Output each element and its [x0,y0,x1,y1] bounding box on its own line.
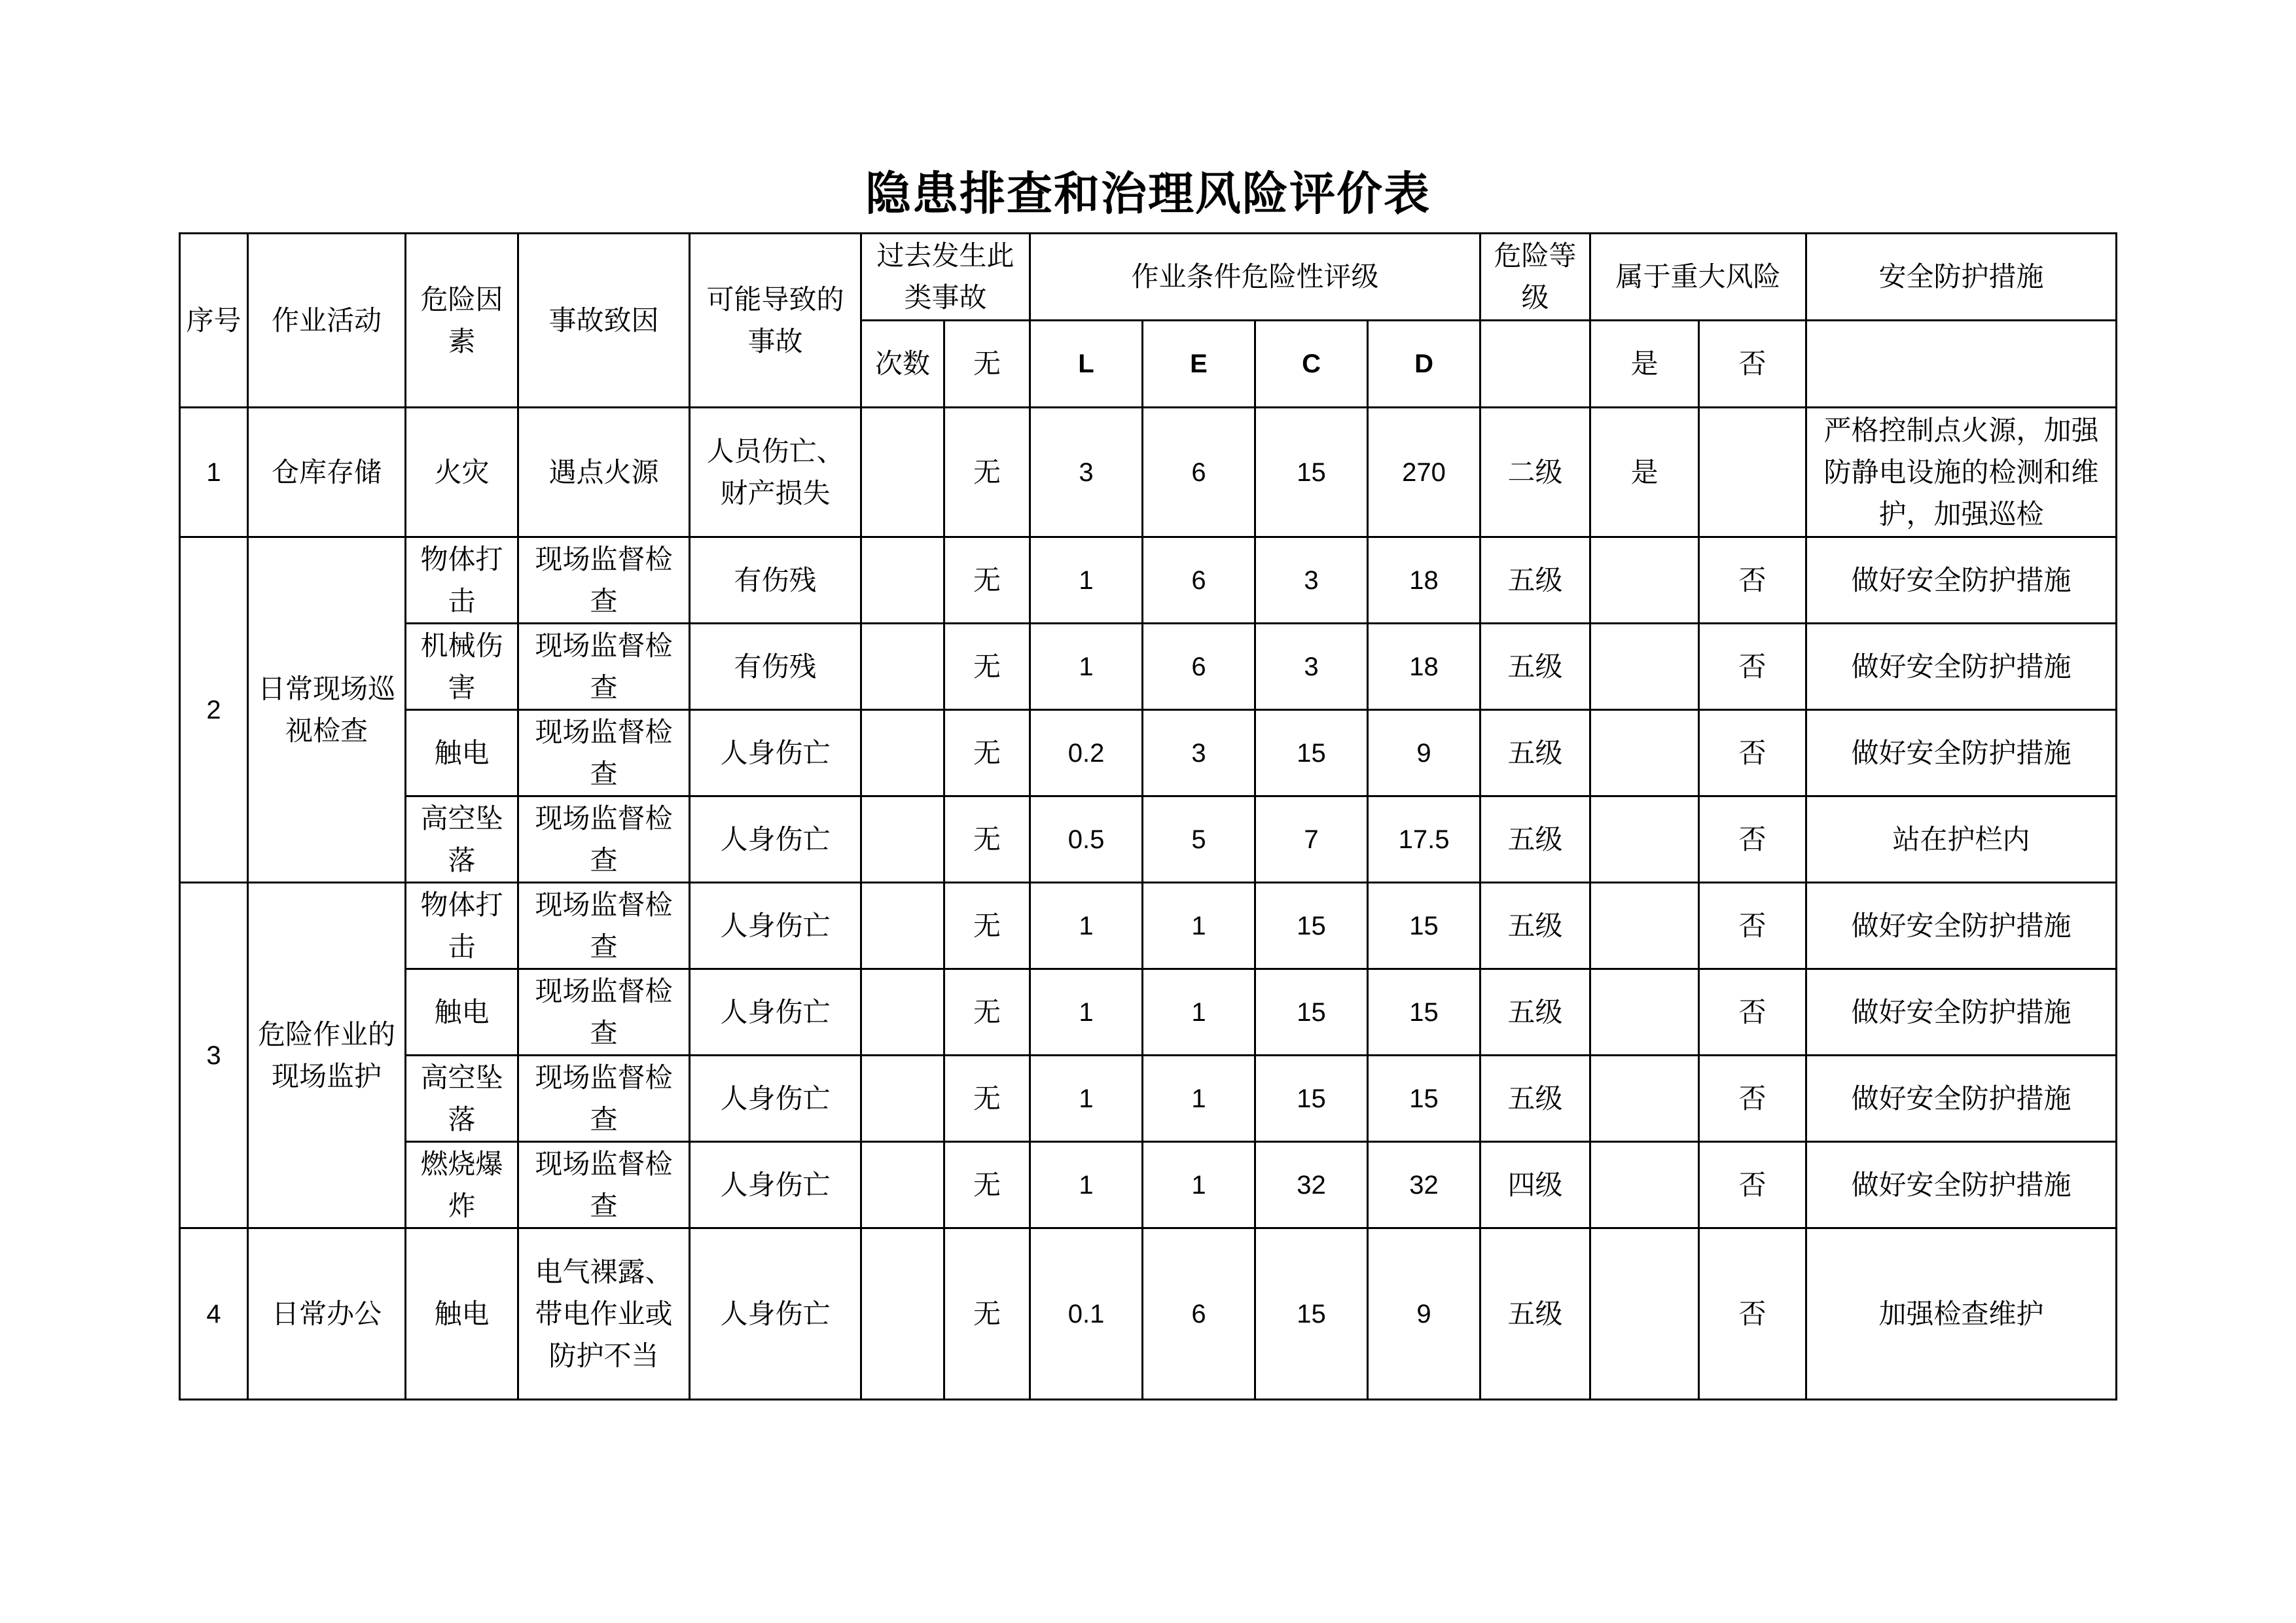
l-cell: 3 [1030,408,1143,537]
header-row-1 [180,234,2117,321]
none-cell: 无 [944,1056,1030,1142]
e-cell: 1 [1143,1142,1255,1228]
d-cell: 32 [1368,1142,1480,1228]
grade-cell: 五级 [1480,796,1590,883]
none-cell: 无 [944,537,1030,624]
major-no-cell: 否 [1699,1228,1806,1400]
measure-cell: 做好安全防护措施 [1806,883,2117,969]
count-cell [861,1142,944,1228]
major-no-cell: 否 [1699,537,1806,624]
cause-cell: 现场监督检查 [518,537,690,624]
accident-cell: 有伤残 [690,624,861,710]
e-cell: 1 [1143,1056,1255,1142]
none-cell: 无 [944,969,1030,1056]
activity-cell: 日常现场巡视检查 [248,537,406,883]
accident-cell: 人身伤亡 [690,1228,861,1400]
major-yes-cell [1590,883,1699,969]
none-cell: 无 [944,408,1030,537]
grade-cell: 五级 [1480,1228,1590,1400]
grade-cell: 五级 [1480,710,1590,796]
c-cell: 15 [1255,1056,1368,1142]
cause-cell: 现场监督检查 [518,624,690,710]
major-no-cell: 否 [1699,1056,1806,1142]
accident-cell: 人身伤亡 [690,796,861,883]
header-past-accident: 过去发生此类事故 [861,234,1030,321]
header-risk-grade: 危险等级 [1480,234,1590,321]
hazard-cell: 燃烧爆炸 [406,1142,518,1228]
hazard-cell: 触电 [406,1228,518,1400]
seq-cell: 1 [180,408,248,537]
e-cell: 6 [1143,1228,1255,1400]
cause-cell: 现场监督检查 [518,1142,690,1228]
header-activity: 作业活动 [248,234,406,408]
count-cell [861,537,944,624]
accident-cell: 人身伤亡 [690,710,861,796]
table-row [180,408,2117,537]
cause-cell: 电气裸露、带电作业或防护不当 [518,1228,690,1400]
measure-cell: 做好安全防护措施 [1806,1056,2117,1142]
header-measure-blank [1806,321,2117,408]
header-major-yes: 是 [1590,321,1699,408]
d-cell: 270 [1368,408,1480,537]
risk-evaluation-table [179,232,2117,1400]
none-cell: 无 [944,1142,1030,1228]
l-cell: 0.2 [1030,710,1143,796]
cause-cell: 现场监督检查 [518,710,690,796]
page-title: 隐患排查和治理风险评价表 [865,166,1431,221]
l-cell: 1 [1030,1056,1143,1142]
major-yes-cell [1590,710,1699,796]
major-yes-cell [1590,624,1699,710]
header-seq: 序号 [180,234,248,408]
c-cell: 3 [1255,537,1368,624]
l-cell: 1 [1030,883,1143,969]
header-e: E [1143,321,1255,408]
d-cell: 15 [1368,883,1480,969]
count-cell [861,710,944,796]
major-no-cell: 否 [1699,710,1806,796]
hazard-cell: 物体打击 [406,883,518,969]
count-cell [861,1228,944,1400]
major-yes-cell [1590,1056,1699,1142]
header-major-no: 否 [1699,321,1806,408]
major-no-cell: 否 [1699,883,1806,969]
d-cell: 18 [1368,624,1480,710]
hazard-cell: 触电 [406,969,518,1056]
header-lec-rating: 作业条件危险性评级 [1030,234,1480,321]
major-yes-cell [1590,537,1699,624]
header-l: L [1030,321,1143,408]
table-row [180,1056,2117,1142]
cause-cell: 现场监督检查 [518,796,690,883]
table-row [180,537,2117,624]
header-accident: 可能导致的事故 [690,234,861,408]
l-cell: 0.1 [1030,1228,1143,1400]
measure-cell: 做好安全防护措施 [1806,537,2117,624]
grade-cell: 五级 [1480,969,1590,1056]
cause-cell: 现场监督检查 [518,969,690,1056]
e-cell: 6 [1143,537,1255,624]
e-cell: 1 [1143,883,1255,969]
measure-cell: 严格控制点火源，加强防静电设施的检测和维护，加强巡检 [1806,408,2117,537]
seq-cell: 4 [180,1228,248,1400]
none-cell: 无 [944,624,1030,710]
major-no-cell: 否 [1699,1142,1806,1228]
grade-cell: 四级 [1480,1142,1590,1228]
major-no-cell: 否 [1699,796,1806,883]
cause-cell: 现场监督检查 [518,1056,690,1142]
l-cell: 1 [1030,969,1143,1056]
measure-cell: 加强检查维护 [1806,1228,2117,1400]
e-cell: 6 [1143,624,1255,710]
major-yes-cell: 是 [1590,408,1699,537]
count-cell [861,883,944,969]
accident-cell: 人身伤亡 [690,969,861,1056]
header-past-count: 次数 [861,321,944,408]
major-no-cell: 否 [1699,624,1806,710]
none-cell: 无 [944,883,1030,969]
header-c: C [1255,321,1368,408]
l-cell: 1 [1030,624,1143,710]
table-row [180,969,2117,1056]
e-cell: 6 [1143,408,1255,537]
activity-cell: 仓库存储 [248,408,406,537]
table-row [180,883,2117,969]
c-cell: 32 [1255,1142,1368,1228]
measure-cell: 做好安全防护措施 [1806,710,2117,796]
d-cell: 9 [1368,1228,1480,1400]
grade-cell: 五级 [1480,624,1590,710]
seq-cell: 2 [180,537,248,883]
accident-cell: 人身伤亡 [690,883,861,969]
cause-cell: 遇点火源 [518,408,690,537]
c-cell: 15 [1255,408,1368,537]
major-yes-cell [1590,1142,1699,1228]
count-cell [861,408,944,537]
major-yes-cell [1590,796,1699,883]
d-cell: 17.5 [1368,796,1480,883]
table-row [180,796,2117,883]
table-row [180,1142,2117,1228]
d-cell: 15 [1368,969,1480,1056]
c-cell: 7 [1255,796,1368,883]
hazard-cell: 火灾 [406,408,518,537]
hazard-cell: 高空坠落 [406,796,518,883]
accident-cell: 有伤残 [690,537,861,624]
d-cell: 18 [1368,537,1480,624]
header-cause: 事故致因 [518,234,690,408]
measure-cell: 站在护栏内 [1806,796,2117,883]
grade-cell: 五级 [1480,883,1590,969]
l-cell: 0.5 [1030,796,1143,883]
c-cell: 15 [1255,1228,1368,1400]
hazard-cell: 高空坠落 [406,1056,518,1142]
l-cell: 1 [1030,537,1143,624]
c-cell: 15 [1255,883,1368,969]
grade-cell: 五级 [1480,537,1590,624]
accident-cell: 人身伤亡 [690,1056,861,1142]
d-cell: 15 [1368,1056,1480,1142]
count-cell [861,796,944,883]
header-d: D [1368,321,1480,408]
accident-cell: 人身伤亡 [690,1142,861,1228]
major-yes-cell [1590,1228,1699,1400]
c-cell: 15 [1255,710,1368,796]
seq-cell: 3 [180,883,248,1228]
header-past-none: 无 [944,321,1030,408]
grade-cell: 二级 [1480,408,1590,537]
major-no-cell: 否 [1699,969,1806,1056]
c-cell: 3 [1255,624,1368,710]
none-cell: 无 [944,1228,1030,1400]
measure-cell: 做好安全防护措施 [1806,624,2117,710]
count-cell [861,624,944,710]
count-cell [861,969,944,1056]
hazard-cell: 机械伤害 [406,624,518,710]
table-row [180,710,2117,796]
activity-cell: 日常办公 [248,1228,406,1400]
c-cell: 15 [1255,969,1368,1056]
header-grade-blank [1480,321,1590,408]
count-cell [861,1056,944,1142]
measure-cell: 做好安全防护措施 [1806,1142,2117,1228]
table-row [180,624,2117,710]
measure-cell: 做好安全防护措施 [1806,969,2117,1056]
grade-cell: 五级 [1480,1056,1590,1142]
none-cell: 无 [944,796,1030,883]
d-cell: 9 [1368,710,1480,796]
major-no-cell [1699,408,1806,537]
e-cell: 3 [1143,710,1255,796]
accident-cell: 人员伤亡、财产损失 [690,408,861,537]
l-cell: 1 [1030,1142,1143,1228]
header-major-risk: 属于重大风险 [1590,234,1806,321]
cause-cell: 现场监督检查 [518,883,690,969]
hazard-cell: 触电 [406,710,518,796]
header-hazard: 危险因素 [406,234,518,408]
header-safety-measure: 安全防护措施 [1806,234,2117,321]
major-yes-cell [1590,969,1699,1056]
e-cell: 1 [1143,969,1255,1056]
e-cell: 5 [1143,796,1255,883]
activity-cell: 危险作业的现场监护 [248,883,406,1228]
none-cell: 无 [944,710,1030,796]
hazard-cell: 物体打击 [406,537,518,624]
table-row [180,1228,2117,1400]
